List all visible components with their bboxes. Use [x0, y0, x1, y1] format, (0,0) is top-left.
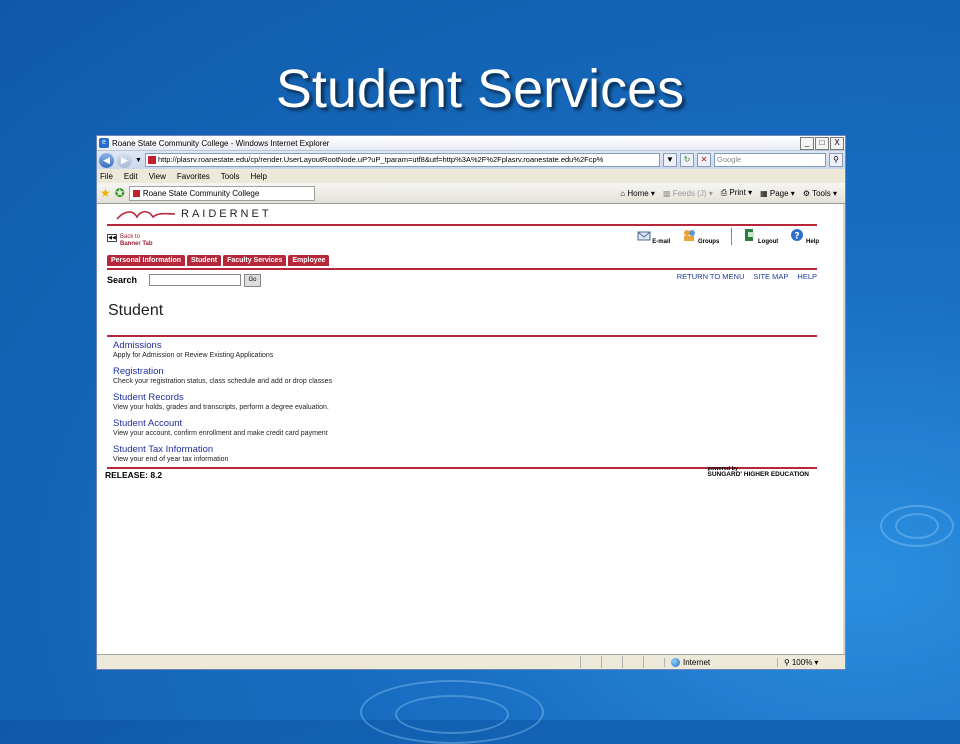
student-menu-list [113, 340, 332, 470]
back-arrow-icon: ◀◀ [108, 235, 116, 241]
address-dropdown-icon[interactable]: ▼ [663, 153, 677, 167]
email-link[interactable] [637, 228, 671, 245]
logout-label: Logout [757, 239, 779, 245]
back-to-banner-link[interactable] [107, 234, 153, 248]
status-segment [580, 656, 601, 668]
menu-view[interactable]: View [148, 171, 166, 181]
tab-personal-information[interactable]: Personal Information [107, 255, 185, 266]
globe-icon [671, 658, 680, 667]
tab-label: Roane State Community College [142, 188, 260, 198]
svg-text:?: ? [794, 231, 800, 242]
print-button[interactable]: ⎙ Print ▾ [720, 188, 753, 197]
tools-label: Tools [812, 188, 831, 198]
slide-title: Student Services [275, 59, 685, 119]
stop-icon[interactable]: ✕ [697, 153, 711, 167]
go-button[interactable]: Go [244, 274, 261, 287]
logout-icon [742, 228, 756, 242]
tab-favicon-icon [133, 190, 140, 197]
search-icon[interactable]: ⚲ [829, 153, 843, 167]
back-line1: Back to [120, 234, 141, 240]
title-divider [107, 335, 817, 337]
item-description: Check your registration status, class schedule and add or drop classes [113, 378, 333, 385]
site-map-link[interactable]: SITE MAP [753, 272, 789, 281]
powered-by-text: powered by [707, 466, 739, 472]
page-content [97, 204, 845, 654]
status-segment [643, 656, 664, 668]
help-label: Help [805, 239, 819, 245]
logo-swoosh-icon [115, 208, 175, 220]
portal-tabs [107, 255, 329, 266]
search-input[interactable]: Google [714, 153, 826, 167]
zoom-dropdown-icon: ▾ [814, 657, 819, 667]
add-favorites-icon[interactable]: ✪ [114, 186, 125, 200]
print-label: Print [729, 188, 746, 197]
command-bar [620, 188, 845, 198]
page-label: Page [769, 188, 789, 198]
zoom-icon: ⚲ [784, 657, 790, 667]
close-button[interactable]: X [830, 137, 844, 150]
title-bar [97, 136, 845, 151]
tab-employee[interactable]: Employee [288, 255, 329, 266]
favorites-star-icon[interactable]: ★ [100, 186, 111, 200]
portal-search-input[interactable] [149, 274, 241, 286]
status-segment [622, 656, 643, 668]
list-item [113, 444, 332, 464]
menu-help[interactable]: Help [250, 171, 267, 181]
list-item [113, 366, 332, 386]
sungard-text: SUNGARD' HIGHER EDUCATION [707, 471, 809, 478]
window-title: Roane State Community College - Windows Internet Explorer [112, 138, 330, 148]
list-item [113, 340, 332, 360]
help-text-link[interactable]: HELP [797, 272, 817, 281]
logout-link[interactable] [731, 228, 778, 245]
student-tax-information-link[interactable]: Student Tax Information [113, 444, 214, 455]
groups-label: Groups [697, 239, 720, 245]
groups-link[interactable] [682, 228, 719, 245]
security-zone[interactable] [664, 658, 777, 667]
menu-edit[interactable]: Edit [123, 171, 138, 181]
menu-tools[interactable]: Tools [220, 171, 240, 181]
tabs-divider [107, 268, 817, 270]
browser-window [96, 135, 846, 670]
site-favicon-icon [148, 156, 156, 164]
admissions-link[interactable]: Admissions [113, 340, 162, 351]
help-icon [790, 228, 804, 242]
return-to-menu-link[interactable]: RETURN TO MENU [676, 272, 745, 281]
tools-button[interactable]: ⚙ Tools ▾ [802, 188, 837, 198]
groups-icon [682, 228, 696, 242]
vertical-scrollbar[interactable] [843, 204, 845, 654]
back-button[interactable]: ◀ [99, 153, 114, 168]
list-item [113, 418, 332, 438]
sungard-logo [708, 466, 809, 478]
feeds-button[interactable]: ▩ Feeds (J) ▾ [662, 188, 713, 198]
release-label: RELEASE: 8.2 [105, 470, 163, 480]
student-records-link[interactable]: Student Records [113, 392, 184, 403]
search-label: Search [107, 275, 138, 285]
status-segment [601, 656, 622, 668]
minimize-button[interactable]: _ [800, 137, 814, 150]
refresh-icon[interactable]: ↻ [680, 153, 694, 167]
item-description: View your end of year tax information [113, 456, 229, 463]
utility-links [677, 272, 817, 281]
browser-tab[interactable] [129, 186, 315, 201]
feeds-label: Feeds (J) [672, 188, 707, 198]
logo-text: RAIDERNET [181, 208, 272, 220]
tab-faculty-services[interactable]: Faculty Services [223, 255, 286, 266]
zone-label: Internet [683, 657, 711, 667]
item-description: View your account, confirm enrollment and make credit card payment [113, 430, 328, 437]
email-label: E-mail [652, 239, 671, 245]
student-account-link[interactable]: Student Account [113, 418, 183, 429]
ripple-decoration [395, 695, 509, 734]
menu-file[interactable]: File [100, 171, 113, 181]
list-item [113, 392, 332, 412]
registration-link[interactable]: Registration [113, 366, 164, 377]
history-dropdown-icon[interactable]: ▼ [135, 156, 142, 164]
raidernet-logo [115, 208, 272, 220]
item-description: Apply for Admission or Review Existing Applications [113, 352, 274, 359]
page-title: Student [108, 302, 164, 319]
item-description: View your holds, grades and transcripts, perform a degree evaluation. [113, 404, 329, 411]
tab-row [97, 183, 845, 204]
header-divider [107, 224, 817, 226]
address-input[interactable] [145, 153, 660, 167]
address-url: http://plasrv.roanestate.edu/cp/render.UserLayoutRootNode.uP?uP_tparam=utf8&utf=http%3A%2F%2Fplasrv.roanestate.edu%2Fcp% [157, 155, 604, 164]
zoom-label: 100% [791, 657, 813, 667]
tab-student[interactable]: Student [187, 255, 221, 266]
ie-logo-icon: e [99, 138, 109, 148]
home-label: Home [627, 188, 649, 198]
back-line2: Banner Tab [120, 241, 153, 247]
maximize-button[interactable]: □ [815, 137, 829, 150]
page-button[interactable]: ▦ Page ▾ [760, 188, 795, 198]
email-icon [637, 228, 651, 242]
menu-favorites[interactable]: Favorites [176, 171, 210, 181]
ripple-decoration [895, 513, 939, 539]
status-bar [97, 654, 845, 669]
zoom-control[interactable] [777, 658, 845, 667]
home-button[interactable]: ⌂ Home ▾ [620, 188, 655, 198]
portal-icons [637, 228, 819, 245]
menu-bar [97, 169, 845, 183]
help-link[interactable] [790, 228, 819, 245]
address-bar-row [97, 151, 845, 169]
forward-button[interactable]: ▶ [117, 153, 132, 168]
